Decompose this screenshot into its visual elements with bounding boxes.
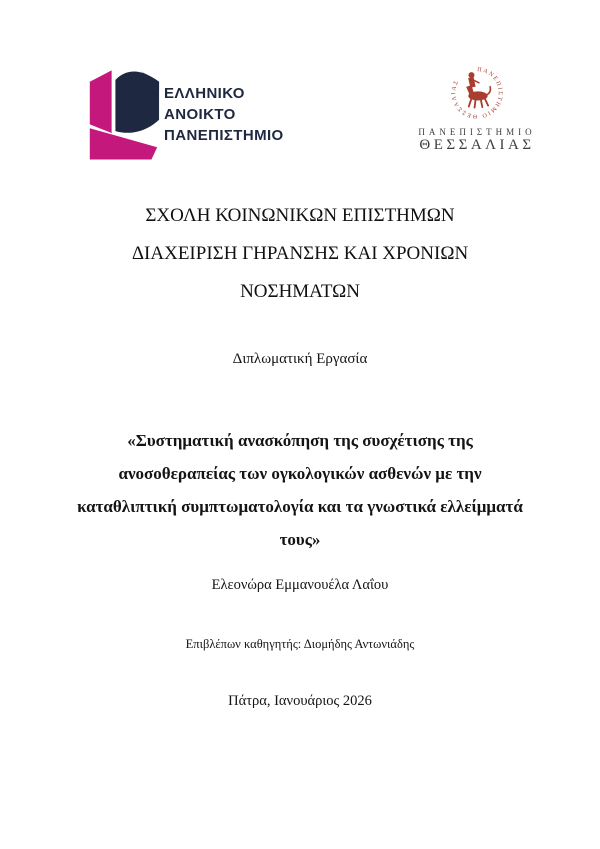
university-of-thessaly-logo [398,62,556,154]
thesis-title [50,424,550,556]
supervisor-line: Επιβλέπων καθηγητής: Διομήδης Αντωνιάδης [185,637,415,651]
open-book-icon [86,64,160,164]
thesis-title-line1: «Συστηματική ανασκόπηση της συσχέτισης της [127,431,473,450]
document-type-label: Διπλωματική Εργασία [232,351,368,367]
uth-name-line1: ΠΑΝΕΠΙΣΤΗΜΙΟ [418,127,536,137]
hou-word-line3: ΠΑΝΕΠΙΣΤΗΜΙΟ [164,126,284,144]
program-name-line2: ΝΟΣΗΜΑΤΩΝ [240,281,360,302]
seal-ring-text: ΠΑΝΕΠΙΣΤΗΜΙΟ ΘΕΣΣΑΛΙΑΣ [451,67,503,119]
uth-name-line2: ΘΕΣΣΑΛΙΑΣ [419,137,535,153]
centaur-seal-icon [446,62,508,124]
program-name-line1: ΔΙΑΧΕΙΡΙΣΗ ΓΗΡΑΝΣΗΣ ΚΑΙ ΧΡΟΝΙΩΝ [131,243,469,264]
hou-logo-wordmark [164,83,284,146]
place-date: Πάτρα, Ιανουάριος 2026 [228,693,372,709]
hou-word-line2: ΑΝΟΙΚΤΟ [164,105,236,123]
thesis-title-line2: ανοσοθεραπείας των ογκολογικών ασθενών με την [118,464,482,483]
hou-word-line1: ΕΛΛΗΝΙΚΟ [164,84,245,102]
thesis-title-line3: καταθλιπτική συμπτωματολογία και τα γνωστικά ελλείμματά [77,497,523,516]
author-name: Ελεονώρα Εμμανουέλα Λαΐου [211,577,389,593]
school-name: ΣΧΟΛΗ ΚΟΙΝΩΝΙΚΩΝ ΕΠΙΣΤΗΜΩΝ [145,205,455,226]
school-heading [0,197,600,311]
centaur-figure [467,73,491,108]
hellenic-open-university-logo [86,64,284,164]
thesis-title-line4: τους» [279,530,321,549]
